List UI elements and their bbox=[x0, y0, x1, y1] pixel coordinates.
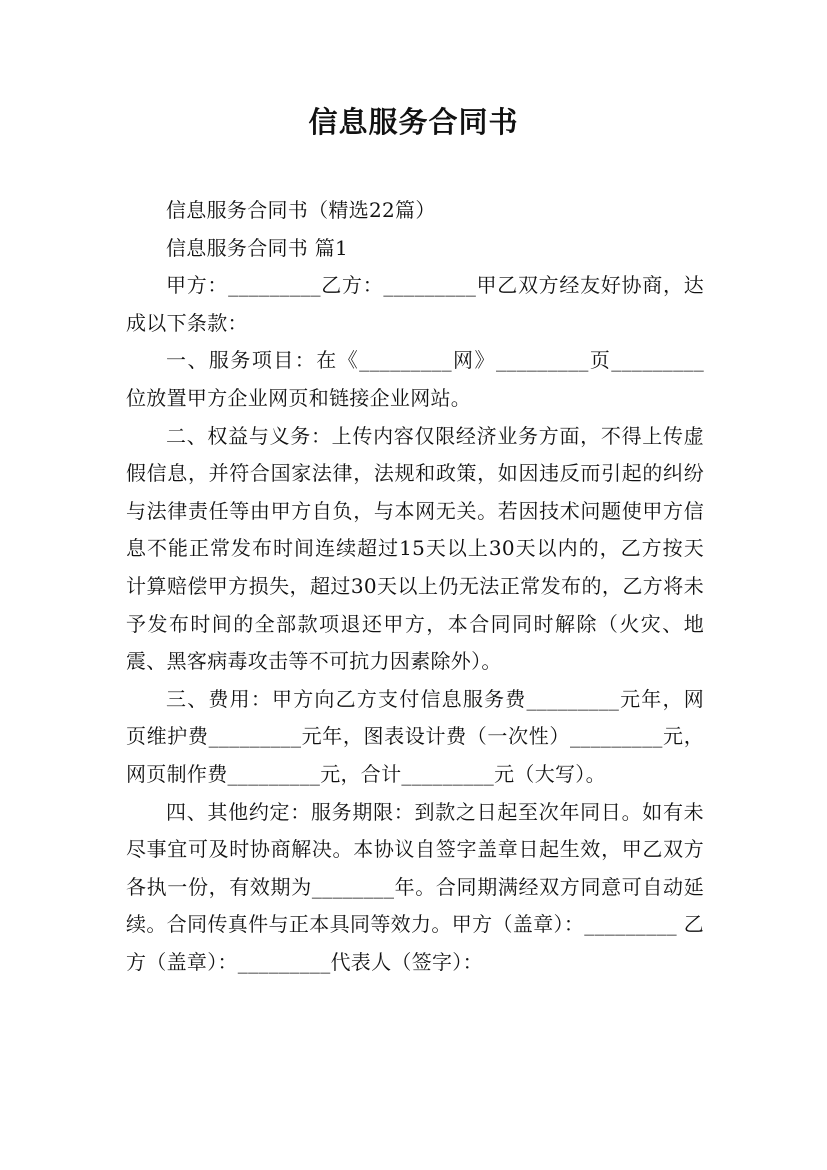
document-title: 信息服务合同书 bbox=[308, 105, 519, 139]
paragraph-rights-obligations: 二、权益与义务：上传内容仅限经济业务方面，不得上传虚假信息，并符合国家法律，法规和政策，如因违反而引起的纠纷与法律责任等由甲方自负，与本网无关。若因技术问题使甲方信息不能正常发布时间连续超过15天以上30天以内的，乙方按天计算赔偿甲方损失，超过30天以上仍无法正常发布的，乙方将未予发布时间的全部款项退还甲方，本合同同时解除（火灾、地震、黑客病毒攻击等不可抗力因素除外）。 bbox=[126, 423, 704, 674]
paragraph-service-items: 一、服务项目：在《_________网》_________页_________位放置甲方企业网页和链接企业网站。 bbox=[126, 348, 704, 410]
paragraph-parties: 甲方：_________乙方：_________甲乙双方经友好协商，达成以下条款： bbox=[126, 273, 704, 335]
paragraph-other-terms: 四、其他约定：服务期限：到款之日起至次年同日。如有未尽事宜可及时协商解决。本协议自签字盖章日起生效，甲乙双方各执一份，有效期为________年。合同期满经双方同意可自动延续。合同传真件与正本具同等效力。甲方（盖章）：_________ 乙方（盖章）：_________代表人（签字）： bbox=[126, 799, 704, 974]
paragraph-section-heading: 信息服务合同书 篇1 bbox=[166, 235, 349, 260]
paragraph-subtitle: 信息服务合同书（精选22篇） bbox=[166, 198, 436, 222]
document-body bbox=[126, 192, 704, 981]
paragraph-fees: 三、费用：甲方向乙方支付信息服务费_________元年，网页维护费_________元年，图表设计费（一次性）_________元，网页制作费_________元，合计_________元（大写）。 bbox=[126, 686, 704, 786]
